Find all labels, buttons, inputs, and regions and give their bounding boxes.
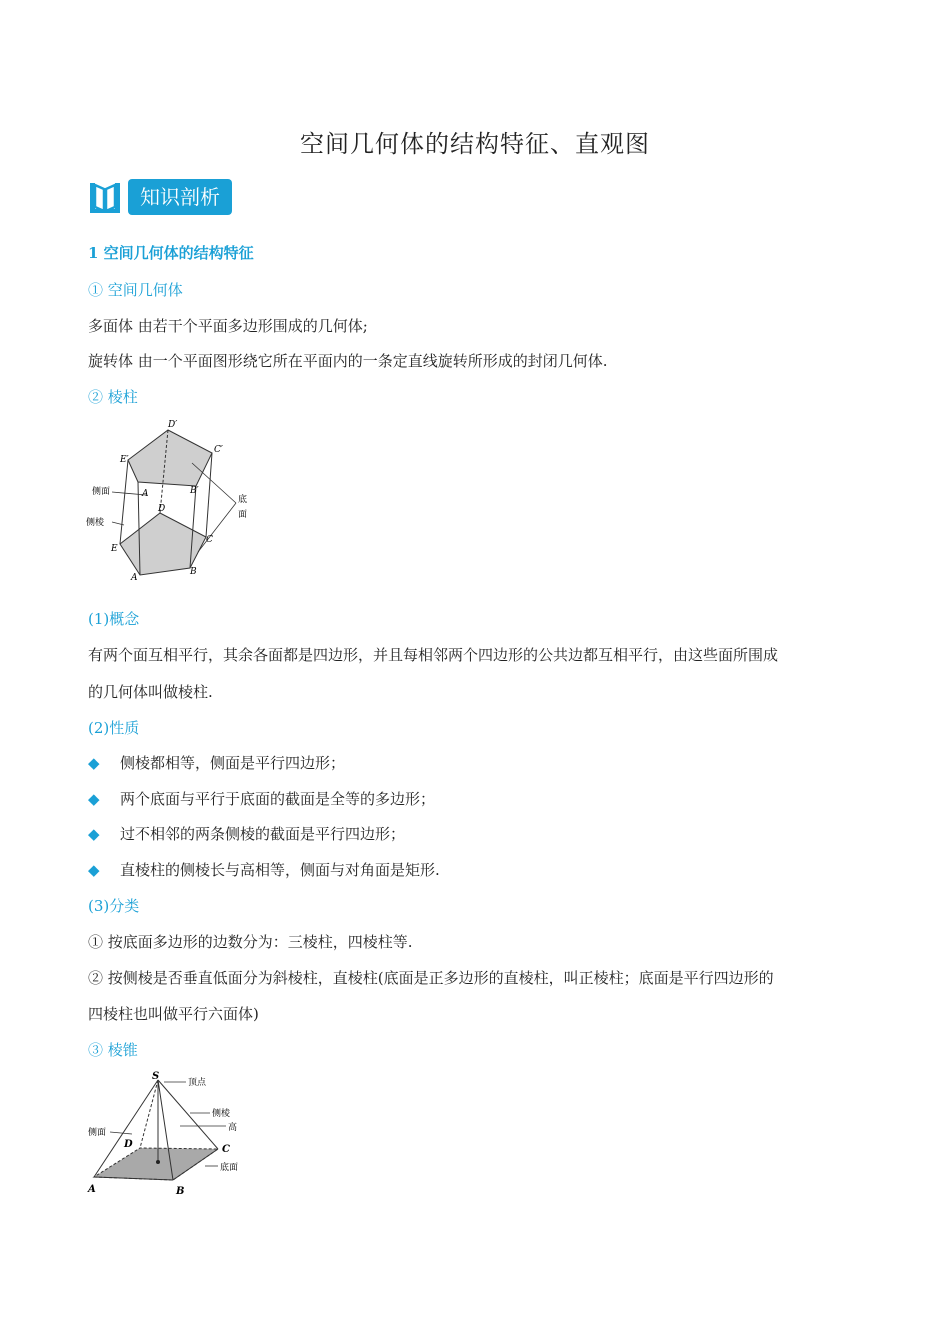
property-item: 过不相邻的两条侧棱的截面是平行四边形； <box>120 825 406 843</box>
label-B-pyramid: B <box>176 1186 185 1197</box>
polyhedron-definition: 多面体 由若干个平面多边形围成的几何体; <box>88 317 368 335</box>
label-side-face-pyramid: 侧面 <box>88 1128 107 1138</box>
property-item: 两个底面与平行于底面的截面是全等的多边形； <box>120 790 436 808</box>
open-book-icon <box>88 179 122 215</box>
bullet-icon: ◆ <box>88 790 100 808</box>
bullet-icon: ◆ <box>88 861 100 879</box>
label-C: C <box>206 535 213 545</box>
property-heading: (2)性质 <box>88 719 140 737</box>
classification-line1: ① 按底面多边形的边数分为：三棱柱，四棱柱等. <box>88 933 413 951</box>
label-height: 高 <box>228 1123 238 1133</box>
pyramid-base-face <box>94 1148 218 1180</box>
subsection-heading-polyhedron: ① 空间几何体 <box>88 281 183 299</box>
bullet-icon: ◆ <box>88 825 100 843</box>
label-side-edge-pyramid: 侧棱 <box>212 1109 231 1119</box>
label-A: A <box>131 573 138 583</box>
label-base-2: 面 <box>238 510 248 520</box>
label-side-face: 侧面 <box>92 487 111 497</box>
label-B-prime: B′ <box>190 486 199 496</box>
label-D: D <box>158 504 166 514</box>
concept-text-line1: 有两个面互相平行，其余各面都是四边形，并且每相邻两个四边形的公共边都互相平行，由这些面所围成 <box>88 646 779 664</box>
label-D-prime: D′ <box>168 420 178 430</box>
prism-figure <box>80 415 260 585</box>
label-C-prime: C′ <box>214 445 223 455</box>
label-base-1: 底 <box>238 495 248 505</box>
label-A-pyramid: A <box>88 1184 96 1195</box>
solid-of-revolution-definition: 旋转体 由一个平面图形绕它所在平面内的一条定直线旋转所形成的封闭几何体. <box>88 352 608 370</box>
label-side-edge: 侧棱 <box>86 518 105 528</box>
pyramid-figure <box>80 1068 260 1200</box>
concept-text-line2: 的几何体叫做棱柱. <box>88 683 213 701</box>
section-banner <box>88 178 232 216</box>
label-B: B <box>190 567 197 577</box>
property-item: 直棱柱的侧棱长与高相等，侧面与对角面是矩形. <box>120 861 440 879</box>
label-base-pyramid: 底面 <box>220 1163 239 1173</box>
label-A-top: A <box>142 489 149 499</box>
label-E: E <box>111 544 118 554</box>
label-C-pyramid: C <box>222 1144 230 1155</box>
section-heading: 1 空间几何体的结构特征 <box>88 244 254 262</box>
classification-heading: (3)分类 <box>88 897 140 915</box>
label-S: S <box>152 1071 160 1082</box>
property-item: 侧棱都相等，侧面是平行四边形； <box>120 754 346 772</box>
page-title: 空间几何体的结构特征、直观图 <box>300 130 650 158</box>
subsection-heading-pyramid: ③ 棱锥 <box>88 1041 138 1059</box>
bullet-icon: ◆ <box>88 754 100 772</box>
concept-heading: (1)概念 <box>88 610 140 628</box>
label-D-pyramid: D <box>124 1139 133 1150</box>
label-apex: 顶点 <box>188 1078 207 1088</box>
label-E-prime: E′ <box>120 455 129 465</box>
classification-line2: ② 按侧棱是否垂直低面分为斜棱柱，直棱柱(底面是正多边形的直棱柱，叫正棱柱；底面是平行四边形的 <box>88 969 774 987</box>
subsection-heading-prism: ② 棱柱 <box>88 388 138 406</box>
banner-label: 知识剖析 <box>128 179 232 215</box>
classification-line3: 四棱柱也叫做平行六面体) <box>88 1005 259 1023</box>
prism-top-face <box>128 430 212 486</box>
